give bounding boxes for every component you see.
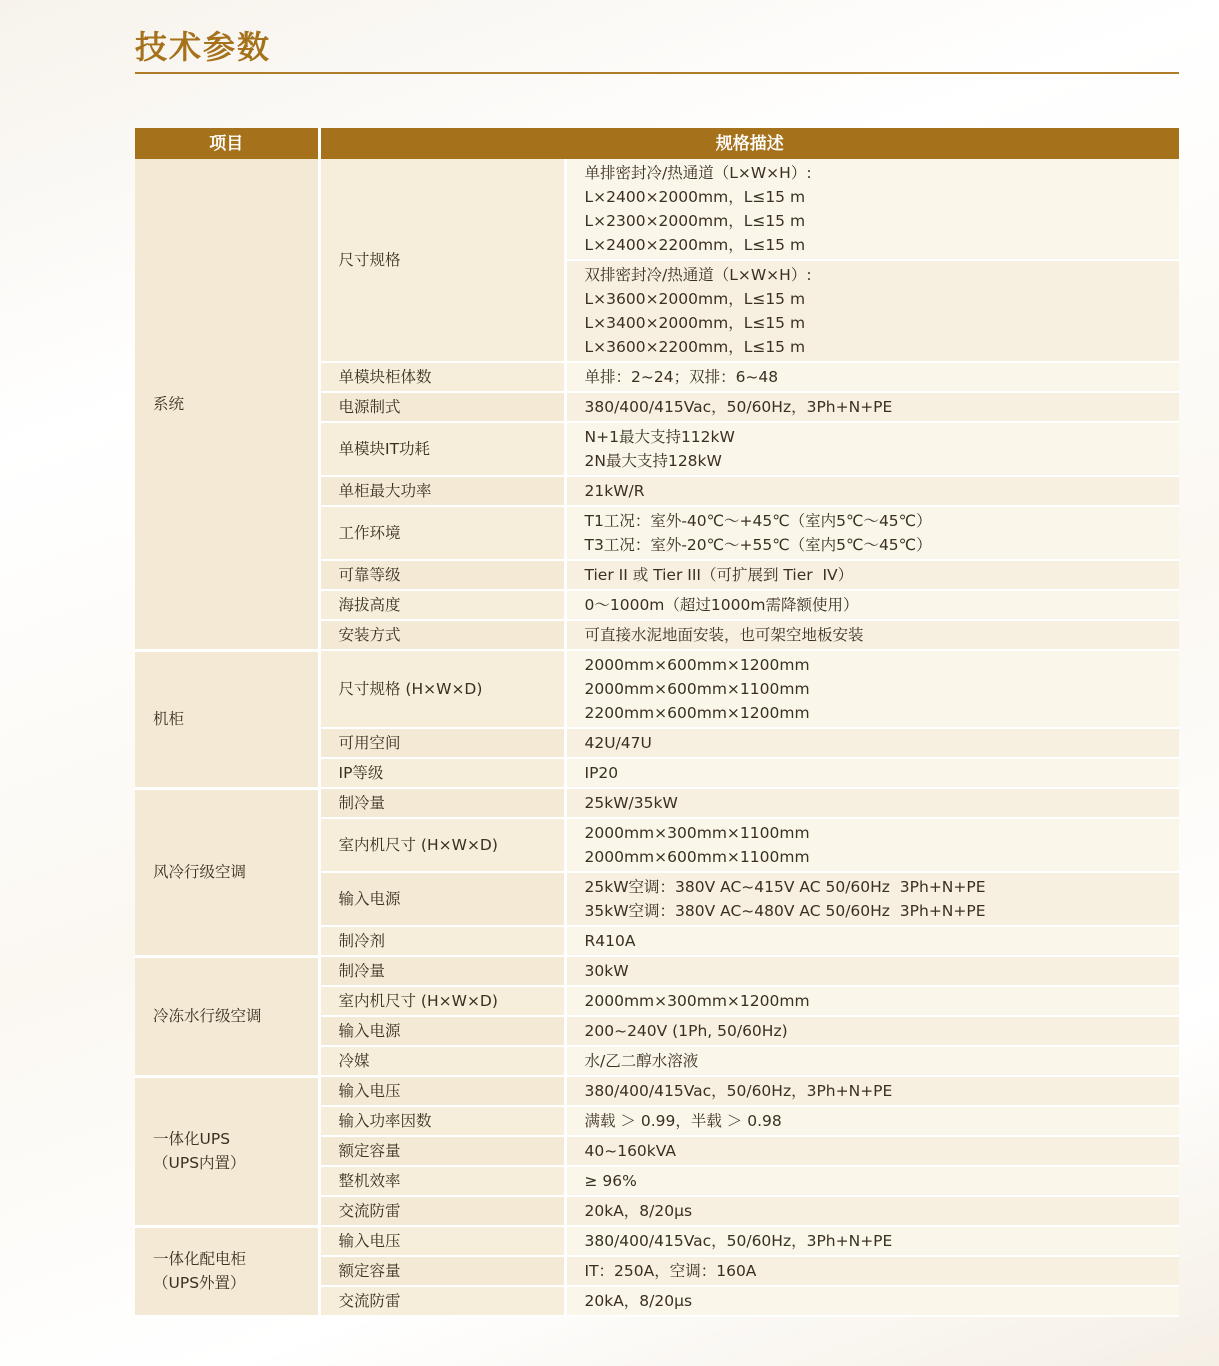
spec-value-cell xyxy=(565,818,1179,872)
spec-value: L×3600×2000mm，L≤15 m xyxy=(584,290,806,308)
spec-value-cell xyxy=(565,590,1179,620)
spec-value: Tier II 或 Tier III（可扩展到 Tier IV） xyxy=(584,566,854,584)
item-label: 制冷剂 xyxy=(319,926,565,956)
spec-value-cell xyxy=(565,560,1179,590)
spec-value: 21kW/R xyxy=(584,482,645,500)
spec-value: 2000mm×600mm×1100mm xyxy=(584,848,810,866)
item-label: 单模块IT功耗 xyxy=(319,422,565,476)
table-row xyxy=(135,650,1179,728)
spec-value: 2000mm×600mm×1200mm xyxy=(584,656,810,674)
spec-value-cell xyxy=(565,159,1179,260)
item-label: 室内机尺寸 (H×W×D) xyxy=(319,818,565,872)
item-label: 额定容量 xyxy=(319,1136,565,1166)
spec-value-cell xyxy=(565,728,1179,758)
item-label: 海拔高度 xyxy=(319,590,565,620)
spec-value: 2N最大支持128kW xyxy=(584,452,722,470)
spec-value: 380/400/415Vac，50/60Hz，3Ph+N+PE xyxy=(584,398,893,416)
item-label: 可用空间 xyxy=(319,728,565,758)
item-label: 交流防雷 xyxy=(319,1196,565,1226)
item-label: 可靠等级 xyxy=(319,560,565,590)
item-label: 输入电源 xyxy=(319,872,565,926)
spec-value: 2200mm×600mm×1200mm xyxy=(584,704,810,722)
item-label: 单柜最大功率 xyxy=(319,476,565,506)
item-label: 输入电压 xyxy=(319,1076,565,1106)
category-label: 风冷行级空调 xyxy=(153,863,247,881)
table-row xyxy=(135,1076,1179,1106)
spec-value-cell xyxy=(565,1016,1179,1046)
item-label: 制冷量 xyxy=(319,788,565,818)
spec-value-cell xyxy=(565,788,1179,818)
spec-value: 水/乙二醇水溶液 xyxy=(584,1052,699,1070)
spec-value-cell xyxy=(565,506,1179,560)
category-label: 机柜 xyxy=(153,710,185,728)
spec-value-cell xyxy=(565,1046,1179,1076)
spec-value-cell xyxy=(565,260,1179,362)
item-label: 冷媒 xyxy=(319,1046,565,1076)
spec-value-cell xyxy=(565,758,1179,788)
spec-value: L×2300×2000mm，L≤15 m xyxy=(584,212,806,230)
spec-value-cell xyxy=(565,1196,1179,1226)
spec-value-cell xyxy=(565,1106,1179,1136)
spec-value-cell xyxy=(565,872,1179,926)
spec-value: 2000mm×300mm×1200mm xyxy=(584,992,810,1010)
spec-value: 单排：2~24；双排：6~48 xyxy=(584,368,779,386)
spec-value: N+1最大支持112kW xyxy=(584,428,735,446)
spec-value: 25kW/35kW xyxy=(584,794,678,812)
spec-value: 2000mm×300mm×1100mm xyxy=(584,824,810,842)
spec-value-cell xyxy=(565,422,1179,476)
category-cell xyxy=(135,159,319,650)
spec-value-cell xyxy=(565,362,1179,392)
item-label: 整机效率 xyxy=(319,1166,565,1196)
category-label: （UPS内置） xyxy=(153,1154,246,1172)
spec-table xyxy=(135,128,1179,1318)
spec-value: 42U/47U xyxy=(584,734,652,752)
table-header-row xyxy=(135,128,1179,159)
item-label: 输入电压 xyxy=(319,1226,565,1256)
spec-value-cell xyxy=(565,1226,1179,1256)
table-row xyxy=(135,956,1179,986)
category-label: （UPS外置） xyxy=(153,1274,246,1292)
spec-value: L×2400×2200mm，L≤15 m xyxy=(584,236,806,254)
spec-value-cell xyxy=(565,1076,1179,1106)
category-label: 系统 xyxy=(153,394,185,413)
item-label: 制冷量 xyxy=(319,956,565,986)
item-label: 室内机尺寸 (H×W×D) xyxy=(319,986,565,1016)
spec-value: 可直接水泥地面安装，也可架空地板安装 xyxy=(584,626,864,644)
category-label: 一体化UPS xyxy=(153,1130,231,1148)
spec-value: R410A xyxy=(584,932,636,950)
spec-value-cell xyxy=(565,1166,1179,1196)
header-spec: 规格描述 xyxy=(319,128,1179,159)
spec-value: 2000mm×600mm×1100mm xyxy=(584,680,810,698)
spec-value: 单排密封冷/热通道（L×W×H）: xyxy=(584,164,812,182)
table-row xyxy=(135,159,1179,260)
category-cell xyxy=(135,788,319,956)
item-label: 工作环境 xyxy=(319,506,565,560)
category-cell xyxy=(135,1226,319,1316)
spec-value: 200~240V (1Ph, 50/60Hz) xyxy=(584,1022,788,1040)
title-divider xyxy=(135,72,1179,74)
spec-value: L×2400×2000mm，L≤15 m xyxy=(584,188,806,206)
category-cell xyxy=(135,650,319,788)
item-label: 尺寸规格 (H×W×D) xyxy=(319,650,565,728)
spec-table-body xyxy=(135,159,1179,1316)
spec-value-cell xyxy=(565,620,1179,650)
spec-value: 35kW空调：380V AC~480V AC 50/60Hz 3Ph+N+PE xyxy=(584,902,986,920)
spec-value: T1工况：室外-40℃～+45℃（室内5℃～45℃） xyxy=(584,512,932,530)
category-cell xyxy=(135,1076,319,1226)
spec-value: 双排密封冷/热通道（L×W×H）: xyxy=(584,266,812,284)
spec-value-cell xyxy=(565,1136,1179,1166)
item-label: 输入功率因数 xyxy=(319,1106,565,1136)
spec-value: 30kW xyxy=(584,962,629,980)
table-row xyxy=(135,1226,1179,1256)
spec-value: ≥ 96% xyxy=(584,1172,637,1190)
item-label: 单模块柜体数 xyxy=(319,362,565,392)
spec-value: T3工况：室外-20℃～+55℃（室内5℃～45℃） xyxy=(584,536,932,554)
spec-value: L×3600×2200mm，L≤15 m xyxy=(584,338,806,356)
spec-value-cell xyxy=(565,392,1179,422)
spec-value-cell xyxy=(565,956,1179,986)
spec-value: 380/400/415Vac，50/60Hz，3Ph+N+PE xyxy=(584,1082,893,1100)
item-label: 尺寸规格 xyxy=(319,159,565,362)
category-label: 一体化配电柜 xyxy=(153,1250,247,1268)
spec-value: IP20 xyxy=(584,764,619,782)
spec-value: IT：250A，空调：160A xyxy=(584,1262,757,1280)
category-cell xyxy=(135,956,319,1076)
item-label: IP等级 xyxy=(319,758,565,788)
page-title: 技术参数 xyxy=(135,28,272,66)
category-label: 冷冻水行级空调 xyxy=(153,1007,262,1025)
spec-value-cell xyxy=(565,1256,1179,1286)
spec-value-cell xyxy=(565,650,1179,728)
table-row xyxy=(135,788,1179,818)
spec-value: 0～1000m（超过1000m需降额使用） xyxy=(584,596,859,614)
spec-value-cell xyxy=(565,476,1179,506)
spec-value: 满载 ＞ 0.99，半载 ＞ 0.98 xyxy=(584,1112,782,1130)
spec-value-cell xyxy=(565,986,1179,1016)
spec-value: 20kA，8/20μs xyxy=(584,1292,693,1310)
spec-value: 380/400/415Vac，50/60Hz，3Ph+N+PE xyxy=(584,1232,893,1250)
item-label: 交流防雷 xyxy=(319,1286,565,1316)
item-label: 额定容量 xyxy=(319,1256,565,1286)
spec-value: 40~160kVA xyxy=(584,1142,676,1160)
item-label: 输入电源 xyxy=(319,1016,565,1046)
spec-value: 20kA，8/20μs xyxy=(584,1202,693,1220)
spec-value-cell xyxy=(565,1286,1179,1316)
spec-value: L×3400×2000mm，L≤15 m xyxy=(584,314,806,332)
item-label: 安装方式 xyxy=(319,620,565,650)
item-label: 电源制式 xyxy=(319,392,565,422)
spec-value: 25kW空调：380V AC~415V AC 50/60Hz 3Ph+N+PE xyxy=(584,878,986,896)
spec-value-cell xyxy=(565,926,1179,956)
header-item: 项目 xyxy=(135,128,319,159)
